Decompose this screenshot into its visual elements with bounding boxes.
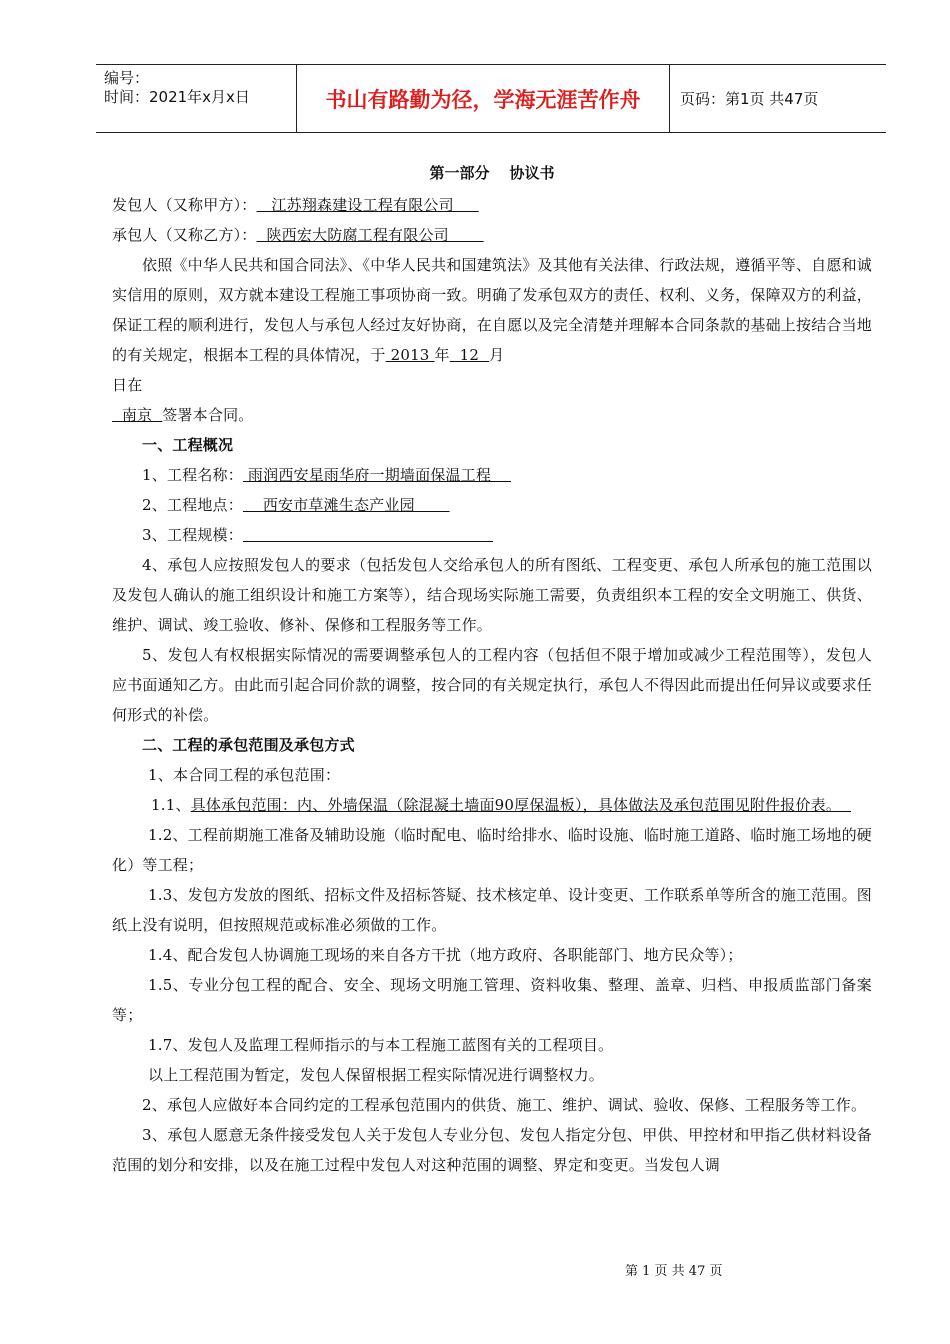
sign-year: 2013 bbox=[385, 346, 435, 364]
document-header bbox=[96, 64, 886, 133]
part-title: 第一部分 协议书 bbox=[429, 164, 555, 182]
project-scale-line: 3、工程规模： bbox=[112, 520, 872, 550]
document-body bbox=[112, 158, 872, 1180]
contractor-line: 承包人（又称乙方）： 陕西宏大防腐工程有限公司 bbox=[112, 226, 484, 244]
project-location-line: 2、工程地点： 西安市草滩生态产业园 bbox=[142, 496, 450, 514]
scope-1-2: 1.2、工程前期施工准备及辅助设施（临时配电、临时给排水、临时设施、临时施工道路、临时施工场地的硬化）等工程； bbox=[112, 826, 872, 874]
header-motto: 书山有路勤为径，学海无涯苦作舟 bbox=[297, 65, 670, 132]
header-meta bbox=[96, 65, 297, 132]
intro-paragraph: 依照《中华人民共和国合同法》、《中华人民共和国建筑法》及其他有关法律、行政法规，遵循平等、自愿和诚实信用的原则，双方就本建设工程施工事项协商一致。明确了发承包双方的责任、权利、义务，保障双方的利益，保证工程的顺利进行，发包人与承包人经过友好协商，在自愿以及完全清楚并理解本合同条款的基础上按结合当地的有关规定，根据本工程的具体情况，于 2013 年 12 月 日在 bbox=[112, 256, 873, 394]
clause-2: 2、承包人应做好本合同约定的工程承包范围内的供货、施工、维护、调试、验收、保修、工程服务等工作。 bbox=[142, 1096, 867, 1114]
employer-line: 发包人（又称甲方）： 江苏翔森建设工程有限公司 bbox=[112, 196, 479, 214]
project-name: 雨润西安星雨华府一期墙面保温工程 bbox=[242, 466, 511, 484]
scope-1: 1、本合同工程的承包范围： bbox=[148, 766, 341, 784]
scope-1-1-text: 具体承包范围：内、外墙保温（除混凝土墙面90厚保温板），具体做法及承包范围见附件报价表。 bbox=[190, 796, 851, 814]
sign-place: 南京 bbox=[112, 406, 163, 424]
code-label: 编号： bbox=[104, 69, 150, 87]
section-1-title: 一、工程概况 bbox=[142, 436, 234, 454]
scope-note: 以上工程范围为暂定，发包人保留根据工程实际情况进行调整权力。 bbox=[148, 1066, 605, 1084]
scope-1-7: 1.7、发包人及监理工程师指示的与本工程施工蓝图有关的工程项目。 bbox=[148, 1036, 614, 1054]
clause-3: 3、承包人愿意无条件接受发包人关于发包人专业分包、发包人指定分包、甲供、甲控材和甲指乙供材料设备范围的划分和安排，以及在施工过程中发包人对这种范围的调整、界定和变更。当发包人调 bbox=[112, 1126, 872, 1174]
clause-4: 4、承包人应按照发包人的要求（包括发包人交给承包人的所有图纸、工程变更、承包人所承包的施工范围以及发包人确认的施工组织设计和施工方案等），结合现场实际施工需要，负责组织本工程的安全文明施工、供货、维护、调试、竣工验收、修补、保修和工程服务等工作。 bbox=[112, 556, 872, 634]
header-page-info: 页码：第1页 共47页 bbox=[680, 90, 819, 108]
page-footer: 第 1 页 共 47 页 bbox=[625, 1264, 723, 1279]
scope-1-5: 1.5、专业分包工程的配合、安全、现场文明施工管理、资料收集、整理、盖章、归档、申报质监部门备案等； bbox=[112, 976, 872, 1024]
scope-1-1: 1.1、具体承包范围：内、外墙保温（除混凝土墙面90厚保温板），具体做法及承包范围见附件报价表。 bbox=[151, 796, 851, 814]
sign-place-line: 南京 签署本合同。 bbox=[112, 406, 254, 424]
section-2-title: 二、工程的承包范围及承包方式 bbox=[142, 736, 355, 754]
project-name-line: 1、工程名称： 雨润西安星雨华府一期墙面保温工程 bbox=[142, 466, 511, 484]
scope-1-4: 1.4、配合发包人协调施工现场的来自各方干扰（地方政府、各职能部门、地方民众等）； bbox=[148, 946, 743, 964]
sign-month: 12 bbox=[449, 346, 490, 364]
scale-blank bbox=[243, 523, 493, 542]
scope-1-3: 1.3、发包方发放的图纸、招标文件及招标答疑、技术核定单、设计变更、工作联系单等所含的施工范围。图纸上没有说明，但按照规范或标准必须做的工作。 bbox=[112, 886, 872, 934]
clause-5: 5、发包人有权根据实际情况的需要调整承包人的工程内容（包括但不限于增加或减少工程范围等），发包人应书面通知乙方。由此而引起合同价款的调整，按合同的有关规定执行，承包人不得因此而提出任何异议或要求任何形式的补偿。 bbox=[112, 646, 873, 724]
employer-name: 江苏翔森建设工程有限公司 bbox=[256, 196, 479, 214]
contractor-name: 陕西宏大防腐工程有限公司 bbox=[256, 226, 484, 244]
project-location: 西安市草滩生态产业园 bbox=[242, 496, 450, 514]
time-line: 时间：2021年x月x日 bbox=[104, 88, 250, 106]
